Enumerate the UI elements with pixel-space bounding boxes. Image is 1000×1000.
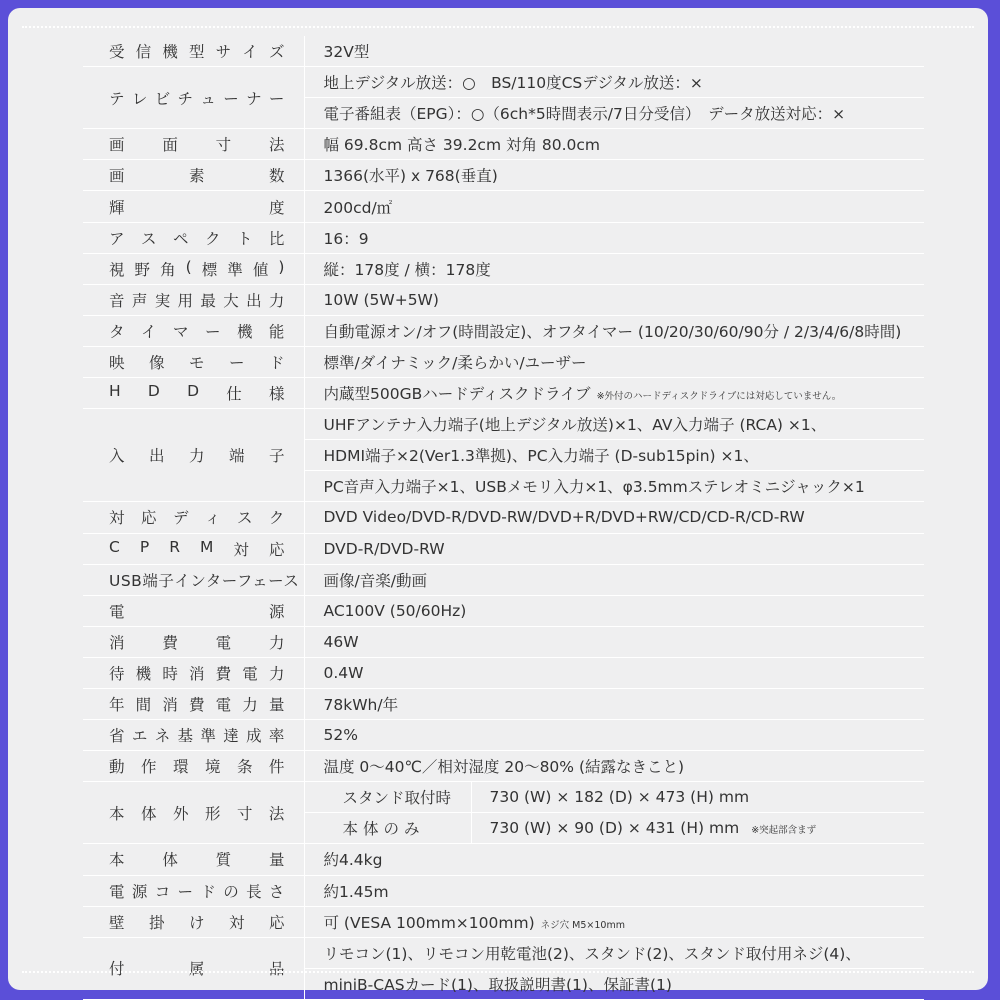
spec-label-cell: [83, 284, 304, 315]
spec-value: 内蔵型500GBハードディスクドライブ: [323, 385, 591, 404]
spec-value: UHFアンテナ入力端子(地上デジタル放送)×1、AV入力端子 (RCA) ×1、: [323, 416, 827, 435]
spec-value: 200cd/㎡: [323, 198, 393, 217]
spec-label: 入 出 力 端 子: [109, 447, 286, 466]
spec-value-cell: [304, 720, 924, 751]
spec-label: [109, 569, 300, 591]
spec-label-cell: [83, 502, 304, 533]
spec-value-cell: [304, 906, 924, 937]
spec-value-cell: [304, 284, 924, 315]
spec-value: DVD-R/DVD-RW: [323, 539, 445, 558]
spec-label: 視 野 角 ( 標 準 値 ): [109, 257, 286, 279]
spec-value-cell: [304, 36, 924, 67]
spec-row: [83, 160, 924, 191]
spec-row: [83, 720, 924, 751]
spec-value: 標準/ダイナミック/柔らかい/ユーザー: [323, 353, 587, 372]
spec-row: [83, 346, 924, 377]
spec-label: ア ス ペ ク ト 比: [109, 229, 286, 248]
spec-label: 画 素 数: [109, 167, 286, 186]
spec-label: 電 源 コ ー ド の 長 さ: [109, 882, 286, 901]
spec-label-cell: [83, 67, 304, 129]
spec-row: [83, 253, 924, 284]
spec-label-cell: [83, 906, 304, 937]
spec-value: 約4.4kg: [323, 851, 383, 870]
spec-label-cell: [83, 626, 304, 657]
spec-row: [83, 378, 924, 409]
spec-value: 10W (5W+5W): [323, 290, 439, 309]
spec-label-cell: [83, 253, 304, 284]
spec-value: PC音声入力端子×1、USBメモリ入力×1、φ3.5mmステレオミニジャック×1: [323, 478, 865, 497]
spec-value-cell: [304, 688, 924, 719]
spec-value-cell: [304, 253, 924, 284]
spec-value: DVD Video/DVD-R/DVD-RW/DVD+R/DVD+RW/CD/CD-R/CD-RW: [323, 508, 805, 527]
spec-label-cell: [83, 222, 304, 253]
spec-label: 待 機 時 消 費 電 力: [109, 664, 286, 683]
spec-row: [83, 937, 924, 968]
spec-card: [8, 8, 988, 994]
spec-value-cell: [304, 440, 924, 471]
spec-value-cell: [304, 875, 924, 906]
spec-value-cell: [304, 533, 924, 564]
spec-sub-label: 本体のみ: [324, 813, 472, 843]
spec-row: [83, 751, 924, 782]
spec-label-cell: [83, 36, 304, 67]
spec-row: [83, 284, 924, 315]
spec-value: 46W: [323, 632, 359, 651]
spec-label: 年 間 消 費 電 力 量: [109, 696, 286, 715]
top-dotted-divider: [22, 26, 974, 28]
spec-value: 0.4W: [323, 663, 364, 682]
spec-label-cell: [83, 844, 304, 875]
spec-label-cell: [83, 720, 304, 751]
spec-label: 電 源: [109, 602, 286, 621]
spec-value-cell: [304, 626, 924, 657]
spec-row: [83, 626, 924, 657]
spec-row: [83, 409, 924, 440]
spec-value: 画像/音楽/動画: [323, 571, 427, 590]
spec-label: 映 像 モ ー ド: [109, 353, 286, 372]
spec-value: 温度 0～40℃／相対湿度 20～80% (結露なきこと): [323, 758, 685, 777]
spec-value-cell: [304, 315, 924, 346]
spec-label: 動 作 環 境 条 件: [109, 758, 286, 777]
spec-label-cell: [83, 875, 304, 906]
spec-value-cell: [304, 378, 924, 409]
spec-label: 受 信 機 型 サ イ ズ: [109, 43, 286, 62]
spec-label: 本 体 質 量: [109, 851, 286, 870]
spec-label: 音 声 実 用 最 大 出 力: [109, 291, 286, 310]
spec-row: [83, 875, 924, 906]
spec-value-cell: [304, 191, 924, 222]
spec-label: 本 体 外 形 寸 法: [109, 804, 286, 823]
spec-table: [83, 36, 924, 1000]
spec-value-cell: [304, 471, 924, 502]
spec-label-cell: [83, 160, 304, 191]
spec-label-cell: [83, 564, 304, 595]
spec-label-cell: [83, 751, 304, 782]
spec-subrow-cell: [304, 782, 924, 813]
spec-row: [83, 906, 924, 937]
spec-value-cell: [304, 409, 924, 440]
spec-label-cell: [83, 191, 304, 222]
spec-row: [83, 782, 924, 813]
spec-value: 52%: [323, 726, 358, 745]
spec-value-cell: [304, 502, 924, 533]
spec-note: ネジ穴 M5×10mm: [540, 919, 625, 931]
spec-row: [83, 129, 924, 160]
spec-value: 可 (VESA 100mm×100mm): [323, 913, 535, 932]
spec-label-text: USB端子インターフェース: [109, 571, 300, 590]
spec-note: ※外付のハードディスクドライブには対応していません。: [596, 391, 842, 403]
spec-label: 付 属 品: [109, 960, 286, 979]
spec-label-cell: [83, 533, 304, 564]
spec-value-cell: [304, 595, 924, 626]
spec-row: [83, 315, 924, 346]
spec-row: [83, 191, 924, 222]
spec-row: [83, 36, 924, 67]
spec-label: 対 応 デ ィ ス ク: [109, 509, 286, 528]
spec-row: [83, 222, 924, 253]
spec-value: miniB-CASカード(1)、取扱説明書(1)、保証書(1): [323, 975, 672, 994]
spec-value-cell: [304, 222, 924, 253]
spec-value: 32V型: [323, 43, 370, 62]
spec-value-cell: [304, 129, 924, 160]
spec-subrow-cell: [304, 813, 924, 844]
spec-value: 78kWh/年: [323, 696, 399, 715]
spec-value-cell: [304, 160, 924, 191]
spec-sub-value: [471, 782, 924, 812]
spec-sub-value-text: 730 (W) × 182 (D) × 473 (H) mm: [489, 788, 750, 807]
spec-value-cell: [304, 346, 924, 377]
spec-row: [83, 595, 924, 626]
spec-value: 1366(水平) x 768(垂直): [323, 167, 498, 186]
spec-value-cell: [304, 751, 924, 782]
spec-value: リモコン(1)、リモコン用乾電池(2)、スタンド(2)、スタンド取付用ネジ(4)、: [323, 944, 861, 963]
spec-label-cell: [83, 315, 304, 346]
spec-value-cell: [304, 937, 924, 968]
spec-sub-value: [471, 813, 924, 843]
spec-value: 電子番組表（EPG）：○（6ch*5時間表示/7日分受信） データ放送対応：×: [323, 105, 846, 124]
spec-row: [83, 533, 924, 564]
spec-value: 16：9: [323, 229, 369, 248]
spec-label: C P R M 対 応: [109, 537, 286, 559]
spec-label-cell: [83, 346, 304, 377]
spec-label-cell: [83, 657, 304, 688]
spec-label: 画 面 寸 法: [109, 136, 286, 155]
spec-label-cell: [83, 409, 304, 502]
spec-row: [83, 657, 924, 688]
spec-value: AC100V (50/60Hz): [323, 601, 467, 620]
spec-label: タ イ マ ー 機 能: [109, 322, 286, 341]
spec-label: 輝 度: [109, 198, 286, 217]
spec-label-cell: [83, 782, 304, 844]
spec-sub-label: スタンド取付時: [324, 782, 472, 812]
spec-value-cell: [304, 98, 924, 129]
spec-value: 約1.45m: [323, 882, 389, 901]
spec-value-cell: [304, 844, 924, 875]
spec-label-cell: [83, 595, 304, 626]
spec-value: 幅 69.8cm 高さ 39.2cm 対角 80.0cm: [323, 136, 601, 155]
spec-row: [83, 502, 924, 533]
spec-sub-value-text: 730 (W) × 90 (D) × 431 (H) mm: [489, 819, 740, 838]
spec-label: 消 費 電 力: [109, 633, 286, 652]
spec-row: [83, 67, 924, 98]
spec-value: 自動電源オン/オフ(時間設定)、オフタイマー (10/20/30/60/90分 / 2/3/4/6/8時間): [323, 322, 902, 341]
spec-row: [83, 844, 924, 875]
spec-label-cell: [83, 688, 304, 719]
spec-label-cell: [83, 129, 304, 160]
spec-value-cell: [304, 657, 924, 688]
spec-row: [83, 688, 924, 719]
spec-label: 省 エ ネ 基 準 達 成 率: [109, 727, 286, 746]
spec-label: 壁 掛 け 対 応: [109, 913, 286, 932]
spec-value: 縦：178度 / 横：178度: [323, 260, 491, 279]
spec-label: テ レ ビ チ ュ ー ナ ー: [109, 89, 286, 108]
spec-label-cell: [83, 378, 304, 409]
spec-sub-note: ※突起部含まず: [751, 825, 817, 837]
spec-value-cell: [304, 564, 924, 595]
bottom-dotted-divider: [22, 971, 974, 973]
spec-value: 地上デジタル放送：○ BS/110度CSデジタル放送：×: [323, 74, 703, 93]
spec-row: [83, 564, 924, 595]
spec-value-cell: [304, 67, 924, 98]
spec-label: H D D 仕 様: [109, 382, 286, 404]
spec-label-cell: [83, 937, 304, 999]
spec-value: HDMI端子×2(Ver1.3準拠)、PC入力端子 (D-sub15pin) ×1、: [323, 447, 759, 466]
